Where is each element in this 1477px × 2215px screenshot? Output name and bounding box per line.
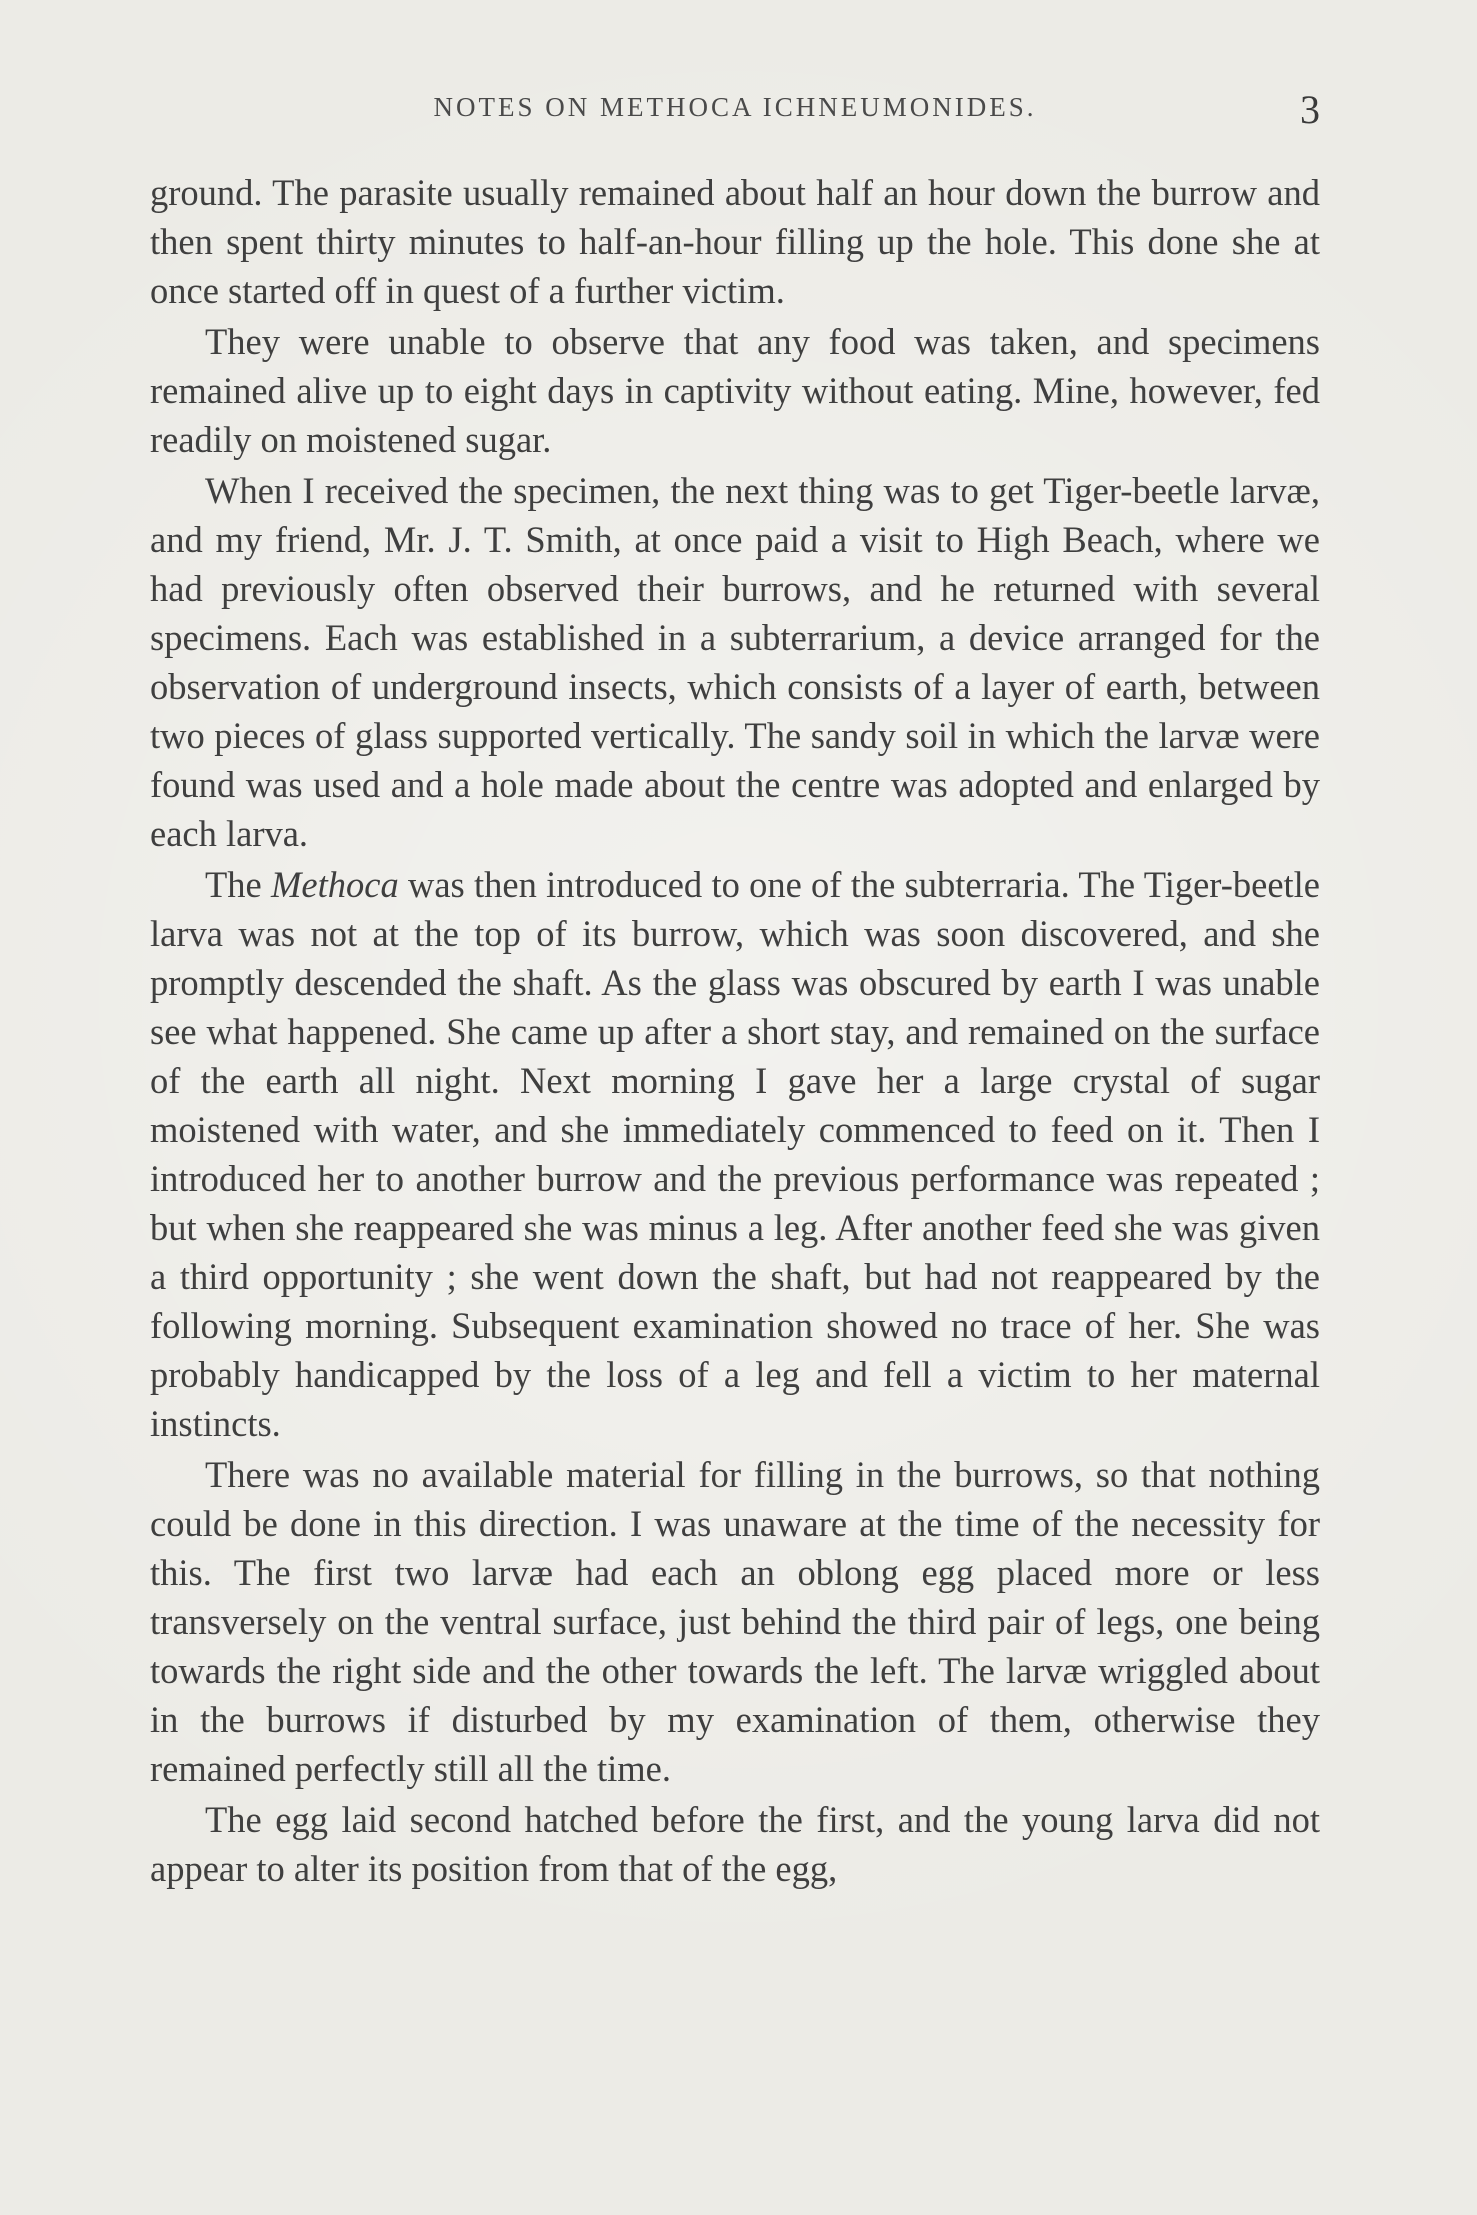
paragraph-5: There was no available material for filling in the burrows, so that nothing could be done in this direction. I was unaware at the time of the necessity for this. The first two larvæ had each an oblong egg placed more or less transversely on the ventral surface, just behind the third pair of legs, one being towards the right side and the other towards the left. The larvæ wriggled about in the burrows if disturbed by my examination of them, otherwise they remained perfectly still all the time. bbox=[150, 1454, 1320, 1789]
paragraph-1: ground. The parasite usually remained about half an hour down the burrow and then spent thirty minutes to half-an-hour filling up the hole. This done she at once started off in quest of a further victim. bbox=[150, 172, 1320, 311]
paragraph-3: When I received the specimen, the next thing was to get Tiger-beetle larvæ, and my friend, Mr. J. T. Smith, at once paid a visit to High Beach, where we had previously often observed their burrows, and he returned with several specimens. Each was established in a subterrarium, a device arranged for the observation of underground insects, which consists of a layer of earth, between two pieces of glass supported vertically. The sandy soil in which the larvæ were found was used and a hole made about the centre was adopted and enlarged by each larva. bbox=[150, 470, 1320, 854]
genus-name-italic: Methoca bbox=[271, 864, 399, 905]
paragraph-2: They were unable to observe that any food was taken, and specimens remained alive up to eight days in captivity without eating. Mine, however, fed readily on moistened sugar. bbox=[150, 321, 1320, 460]
paragraph-4-start: The bbox=[205, 864, 272, 905]
paragraph-6: The egg laid second hatched before the first, and the young larva did not appear to alter its position from that of the egg, bbox=[150, 1799, 1320, 1889]
paragraph-4-rest: was then introduced to one of the subterraria. The Tiger-beetle larva was not at the top of its burrow, which was soon discovered, and she promptly descended the shaft. As the glass was obscured by earth I was unable see what happened. She came up after a short stay, and remained on the surface of the earth all night. Next morning I gave her a large crystal of sugar moistened with water, and she immediately commenced to feed on it. Then I introduced her to another burrow and the previous performance was repeated ; but when she reappeared she was minus a leg. After another feed she was given a third opportunity ; she went down the shaft, but had not reappeared by the following morning. Subsequent examination showed no trace of her. She was probably handicapped by the loss of a leg and fell a victim to her maternal instincts. bbox=[150, 864, 1321, 1444]
running-title: NOTES ON METHOCA ICHNEUMONIDES. bbox=[433, 92, 1037, 122]
body-text bbox=[150, 168, 1320, 1893]
paragraph-4 bbox=[150, 860, 1320, 1448]
running-header bbox=[150, 86, 1320, 136]
page-number: 3 bbox=[1300, 87, 1320, 132]
